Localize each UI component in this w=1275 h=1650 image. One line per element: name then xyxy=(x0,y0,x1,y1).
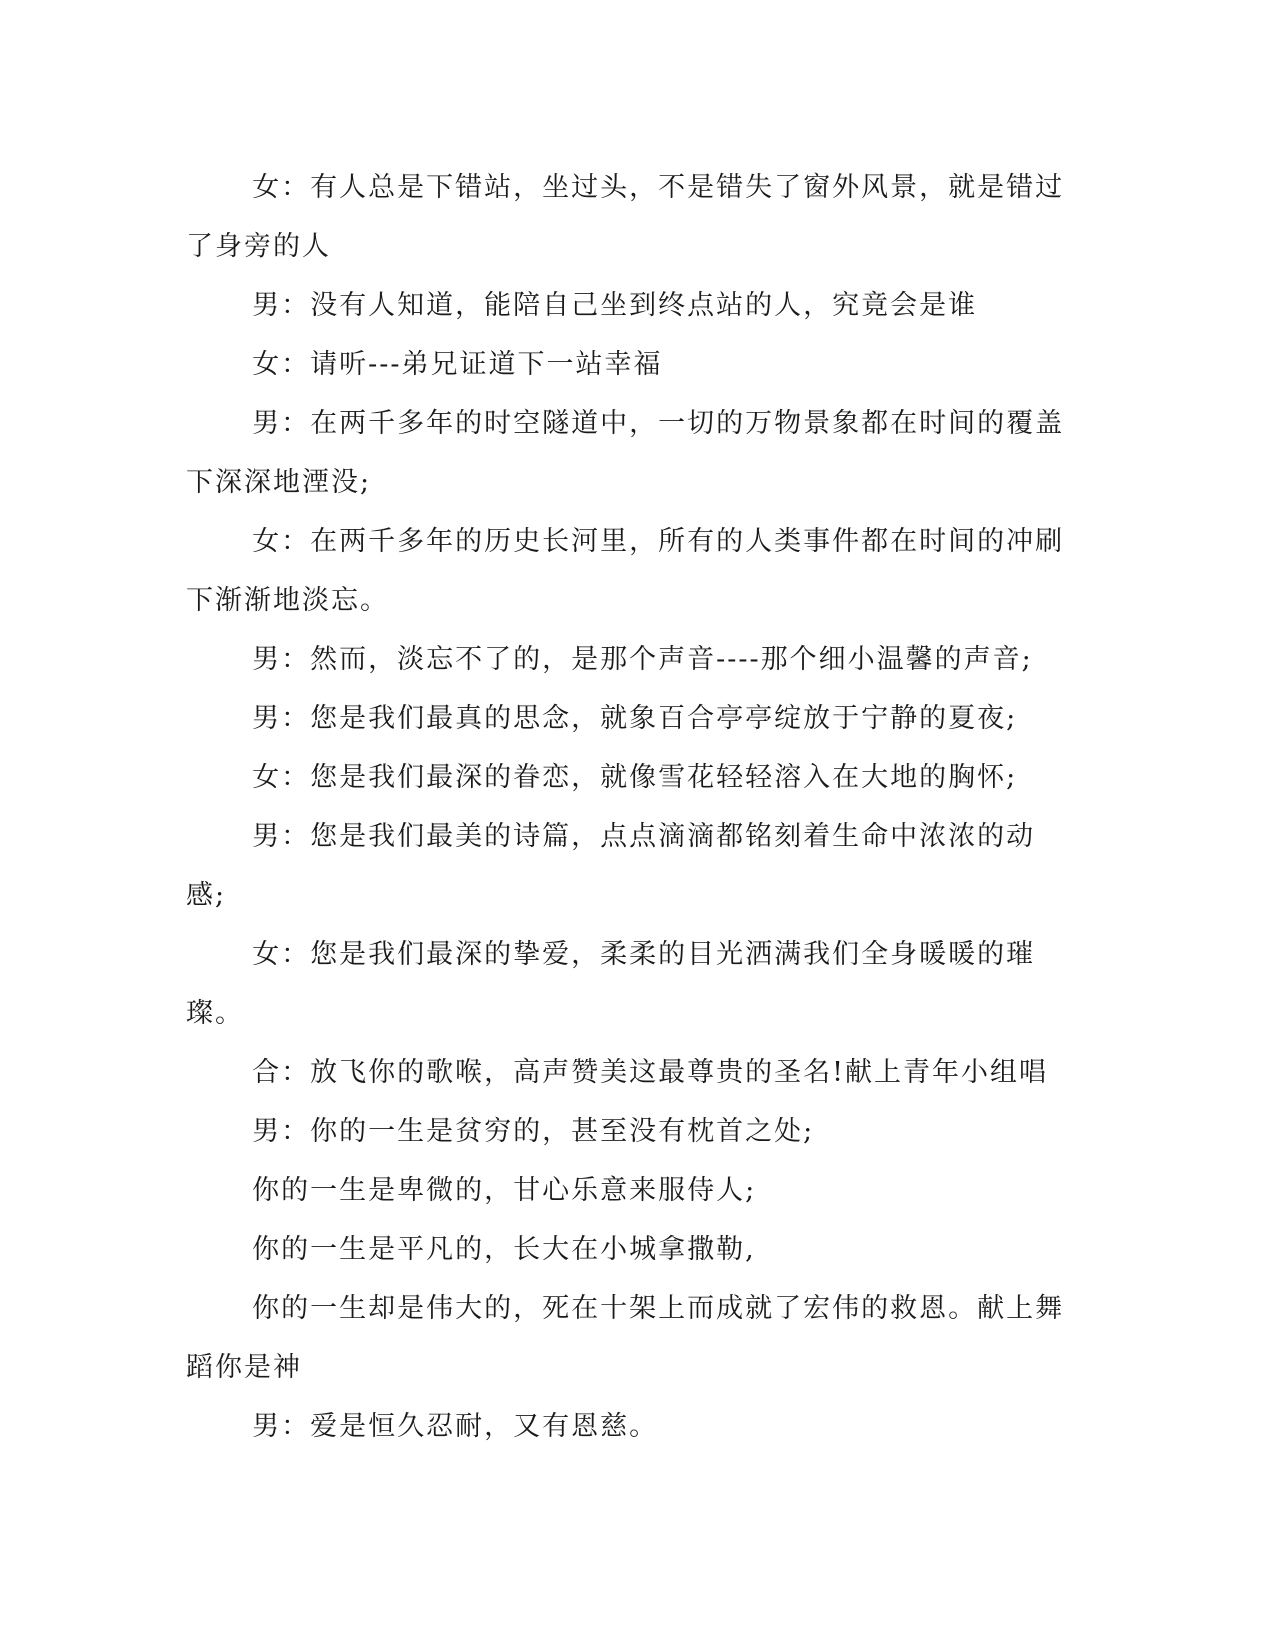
paragraph: 男：然而，淡忘不了的，是那个声音----那个细小温馨的声音; xyxy=(252,644,1033,675)
paragraph: 男：你的一生是贫穷的，甚至没有枕首之处; xyxy=(252,1116,815,1147)
paragraph: 女：在两千多年的历史长河里，所有的人类事件都在时间的冲刷下渐渐地淡忘。 xyxy=(186,526,1065,616)
paragraph: 男：没有人知道，能陪自己坐到终点站的人，究竟会是谁 xyxy=(252,290,978,321)
paragraph: 女：您是我们最深的挚爱，柔柔的目光洒满我们全身暖暖的璀璨。 xyxy=(186,939,1036,1029)
paragraph: 女：您是我们最深的眷恋，就像雪花轻轻溶入在大地的胸怀; xyxy=(252,762,1018,793)
paragraph: 女：有人总是下错站，坐过头，不是错失了窗外风景，就是错过了身旁的人 xyxy=(186,172,1065,262)
paragraph: 男：爱是恒久忍耐，又有恩慈。 xyxy=(252,1411,659,1442)
paragraph: 你的一生是卑微的，甘心乐意来服侍人; xyxy=(252,1175,757,1206)
paragraph: 合：放飞你的歌喉，高声赞美这最尊贵的圣名!献上青年小组唱 xyxy=(252,1057,1048,1088)
paragraph: 男：您是我们最真的思念，就象百合亭亭绽放于宁静的夏夜; xyxy=(252,703,1018,734)
paragraph: 女：请听---弟兄证道下一站幸福 xyxy=(252,349,663,380)
paragraph: 你的一生是平凡的，长大在小城拿撒勒, xyxy=(252,1234,756,1265)
paragraph: 男：在两千多年的时空隧道中，一切的万物景象都在时间的覆盖下深深地湮没; xyxy=(186,408,1065,498)
paragraph: 男：您是我们最美的诗篇，点点滴滴都铭刻着生命中浓浓的动感; xyxy=(186,821,1036,911)
document-body xyxy=(186,158,1071,1456)
paragraph: 你的一生却是伟大的，死在十架上而成就了宏伟的救恩。献上舞蹈你是神 xyxy=(186,1293,1065,1383)
